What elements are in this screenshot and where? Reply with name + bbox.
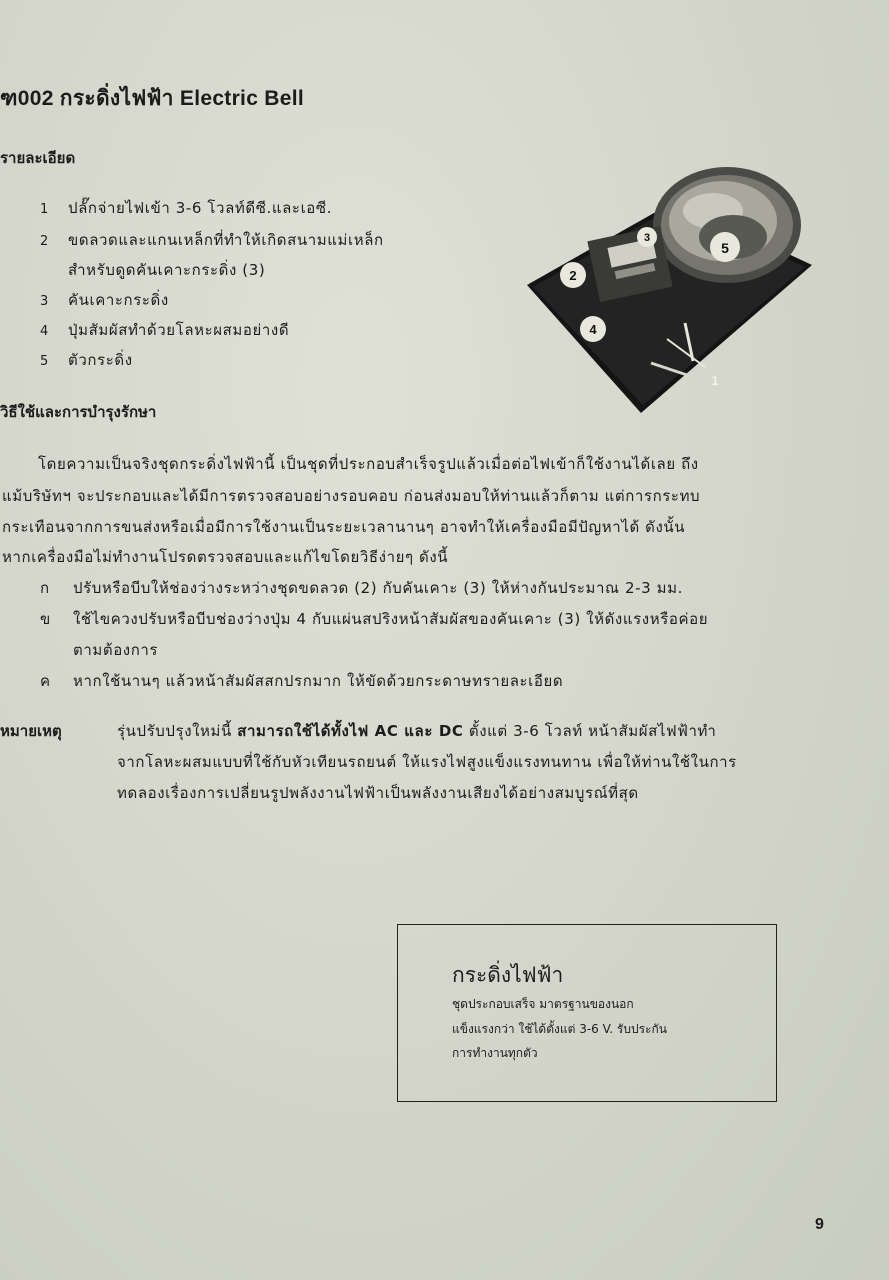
- list-item: [40, 196, 332, 220]
- product-box: [397, 924, 777, 1102]
- list-item-text: สำหรับดูดคันเคาะกระดิ่ง (3): [68, 261, 266, 279]
- paragraph-line: แม้บริษัทฯ จะประกอบและได้มีการตรวจสอบอย่างรอบคอบ ก่อนส่งมอบให้ท่านแล้วก็ตาม แต่การกระทบ: [2, 487, 701, 505]
- list-item: [40, 258, 265, 282]
- paragraph-line: กระเทือนจากการขนส่งหรือเมื่อมีการใช้งานเป็นระยะเวลานานๆ อาจทำให้เครื่องมือมีปัญหาได้ ดังนั้น: [2, 518, 686, 536]
- list-item: [40, 318, 289, 342]
- note-text: รุ่นปรับปรุงใหม่นี้: [117, 722, 238, 740]
- step-text: ตามต้องการ: [73, 641, 159, 659]
- list-item-number: 3: [40, 294, 49, 309]
- note-emphasis: สามารถใช้ได้ทั้งไฟ AC และ DC: [237, 722, 464, 740]
- box-line: การทำงานทุกตัว: [452, 1046, 538, 1060]
- step-letter: ข: [40, 610, 51, 628]
- electric-bell-photo: [527, 163, 812, 415]
- photo-label-3: 3: [643, 232, 651, 244]
- note-label: หมายเหตุ: [0, 722, 62, 740]
- list-item-number: 5: [40, 354, 49, 369]
- note-line-1: [117, 719, 716, 743]
- list-item-text: ขดลวดและแกนเหล็กที่ทำให้เกิดสนามแม่เหล็ก: [68, 231, 384, 249]
- paragraph-line: โดยความเป็นจริงชุดกระดิ่งไฟฟ้านี้ เป็นชุดที่ประกอบสำเร็จรูปแล้วเมื่อต่อไฟเข้าก็ใช้งานได้เลย ถึง: [38, 455, 699, 473]
- box-title: กระดิ่งไฟฟ้า: [452, 963, 564, 987]
- page-title: ฑ002 กระดิ่งไฟฟ้า Electric Bell: [0, 87, 305, 110]
- list-item: [40, 228, 384, 252]
- photo-label-1: 1: [711, 373, 719, 388]
- box-line: แข็งแรงกว่า ใช้ได้ตั้งแต่ 3-6 V. รับประกัน: [452, 1022, 667, 1036]
- usage-heading: วิธีใช้และการบำรุงรักษา: [0, 403, 157, 421]
- list-item-number: 1: [40, 202, 49, 217]
- note-text: ตั้งแต่ 3-6 โวลท์ หน้าสัมผัสไฟฟ้าทำ: [463, 722, 717, 740]
- list-item-text: ปลั๊กจ่ายไฟเข้า 3-6 โวลท์ดีซี.และเอซี.: [68, 199, 333, 217]
- step-letter: ก: [40, 579, 50, 597]
- note-line-3: ทดลองเรื่องการเปลี่ยนรูปพลังงานไฟฟ้าเป็นพลังงานเสียงได้อย่างสมบูรณ์ที่สุด: [117, 784, 639, 802]
- page-number: 9: [815, 1216, 824, 1233]
- photo-label-2: 2: [569, 268, 577, 283]
- list-item-number: 4: [40, 324, 49, 339]
- step-text: หากใช้นานๆ แล้วหน้าสัมผัสสกปรกมาก ให้ขัดด้วยกระดาษทรายละเอียด: [73, 672, 564, 690]
- list-item-text: ปุ่มสัมผัสทำด้วยโลหะผสมอย่างดี: [68, 321, 290, 339]
- paragraph-line: หากเครื่องมือไม่ทำงานโปรดตรวจสอบและแก้ไขโดยวิธีง่ายๆ ดังนี้: [2, 548, 449, 566]
- photo-label-4: 4: [589, 322, 597, 337]
- box-line: ชุดประกอบเสร็จ มาตรฐานของนอก: [452, 997, 634, 1011]
- list-item: [40, 348, 133, 372]
- photo-label-5: 5: [721, 240, 729, 256]
- details-heading: รายละเอียด: [0, 149, 76, 167]
- note-line-2: จากโลหะผสมแบบที่ใช้กับหัวเทียนรถยนต์ ให้แรงไฟสูงแข็งแรงทนทาน เพื่อให้ท่านใช้ในการ: [117, 753, 737, 771]
- step-text: ใช้ไขควงปรับหรือบีบช่องว่างปุ่ม 4 กับแผ่นสปริงหน้าสัมผัสของคันเคาะ (3) ให้ดังแรงหรือค่อย: [73, 610, 709, 628]
- list-item-text: คันเคาะกระดิ่ง: [68, 291, 169, 309]
- list-item-number: 2: [40, 234, 49, 249]
- list-item: [40, 288, 169, 312]
- list-item-text: ตัวกระดิ่ง: [68, 351, 133, 369]
- step-text: ปรับหรือบีบให้ช่องว่างระหว่างชุดขดลวด (2) กับคันเคาะ (3) ให้ห่างกันประมาณ 2-3 มม.: [73, 579, 683, 597]
- step-letter: ค: [40, 672, 51, 690]
